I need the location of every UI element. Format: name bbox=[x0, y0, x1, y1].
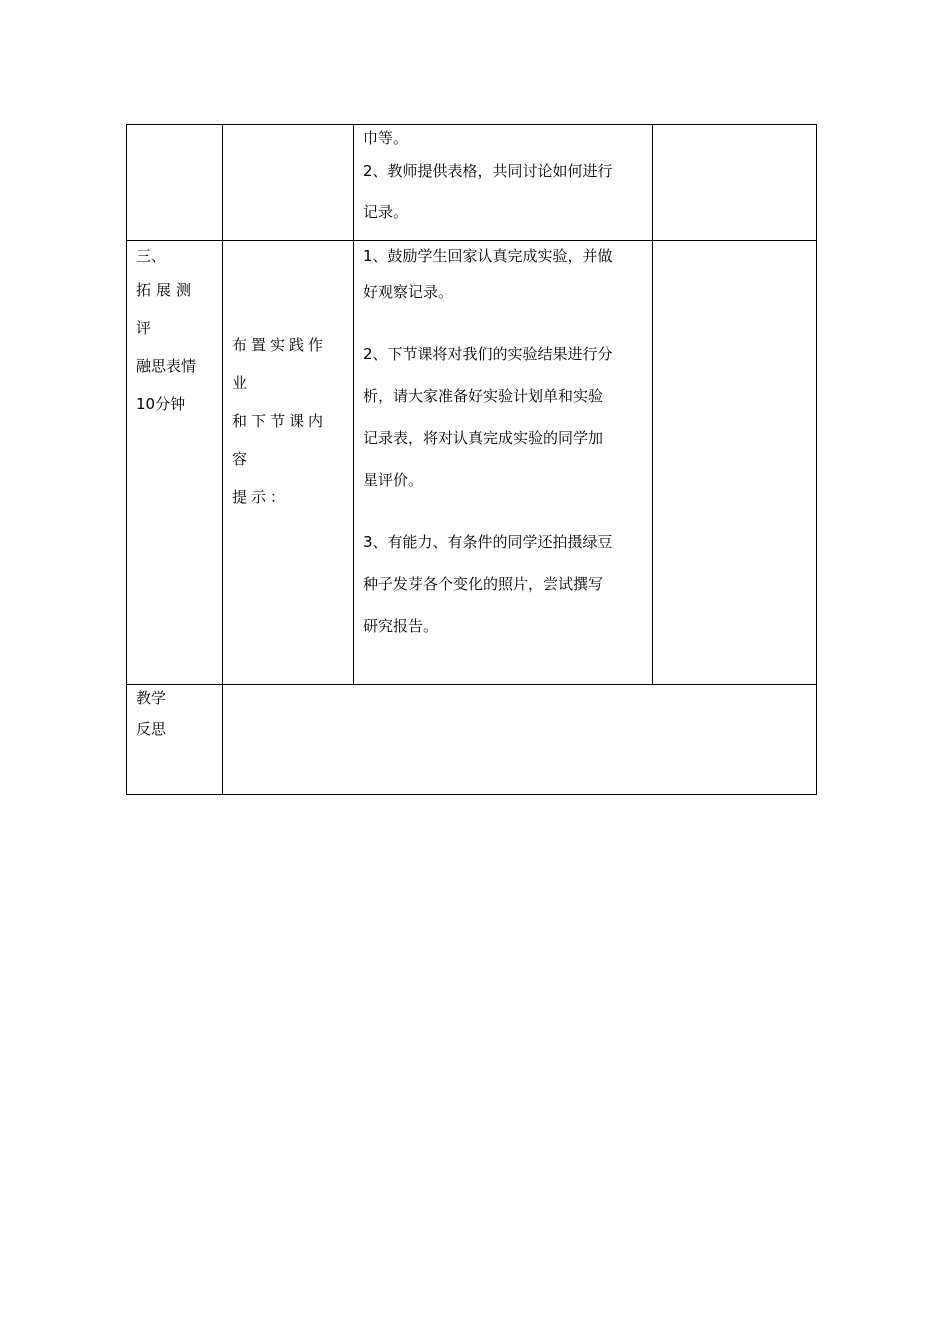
lesson-plan-table bbox=[126, 124, 817, 795]
content-line: 研究报告。 bbox=[363, 617, 439, 635]
content-cell bbox=[354, 125, 653, 241]
content-line: 2、教师提供表格，共同讨论如何进行 bbox=[363, 162, 613, 180]
activity-cell bbox=[223, 241, 354, 685]
activity-line: 提示： bbox=[232, 488, 290, 506]
list-item bbox=[363, 521, 643, 647]
notes-cell bbox=[653, 241, 817, 685]
reflection-label-cell bbox=[127, 685, 223, 795]
content-line: 星评价。 bbox=[363, 471, 424, 489]
stage-cell bbox=[127, 241, 223, 685]
table-row bbox=[127, 685, 817, 795]
content-line: 3、有能力、有条件的同学还拍摄绿豆 bbox=[363, 533, 613, 551]
reflection-label-line: 教学 bbox=[136, 689, 167, 707]
activity-line: 和下节课内容 bbox=[232, 412, 328, 468]
stage-cell bbox=[127, 125, 223, 241]
content-line: 巾等。 bbox=[363, 129, 409, 147]
content-line: 记录表，将对认真完成实验的同学加 bbox=[363, 429, 604, 447]
table-row bbox=[127, 125, 817, 241]
content-cell bbox=[354, 241, 653, 685]
stage-duration: 10分钟 bbox=[136, 395, 186, 413]
stage-title: 拓展测评 bbox=[136, 281, 197, 337]
reflection-content-cell bbox=[223, 685, 817, 795]
reflection-label-line: 反思 bbox=[136, 720, 167, 738]
notes-cell bbox=[653, 125, 817, 241]
content-line: 1、鼓励学生回家认真完成实验，并做 bbox=[363, 247, 613, 265]
content-line: 好观察记录。 bbox=[363, 283, 454, 301]
list-item bbox=[363, 333, 643, 501]
stage-subtitle: 融思表情 bbox=[136, 357, 197, 375]
content-line: 种子发芽各个变化的照片，尝试撰写 bbox=[363, 575, 604, 593]
activity-cell bbox=[223, 125, 354, 241]
list-item bbox=[363, 241, 643, 313]
content-line: 记录。 bbox=[363, 203, 409, 221]
content-line: 析，请大家准备好实验计划单和实验 bbox=[363, 387, 604, 405]
table-row bbox=[127, 241, 817, 685]
stage-number: 三、 bbox=[136, 247, 167, 265]
content-line: 2、下节课将对我们的实验结果进行分 bbox=[363, 345, 613, 363]
activity-line: 布置实践作业 bbox=[232, 336, 328, 392]
